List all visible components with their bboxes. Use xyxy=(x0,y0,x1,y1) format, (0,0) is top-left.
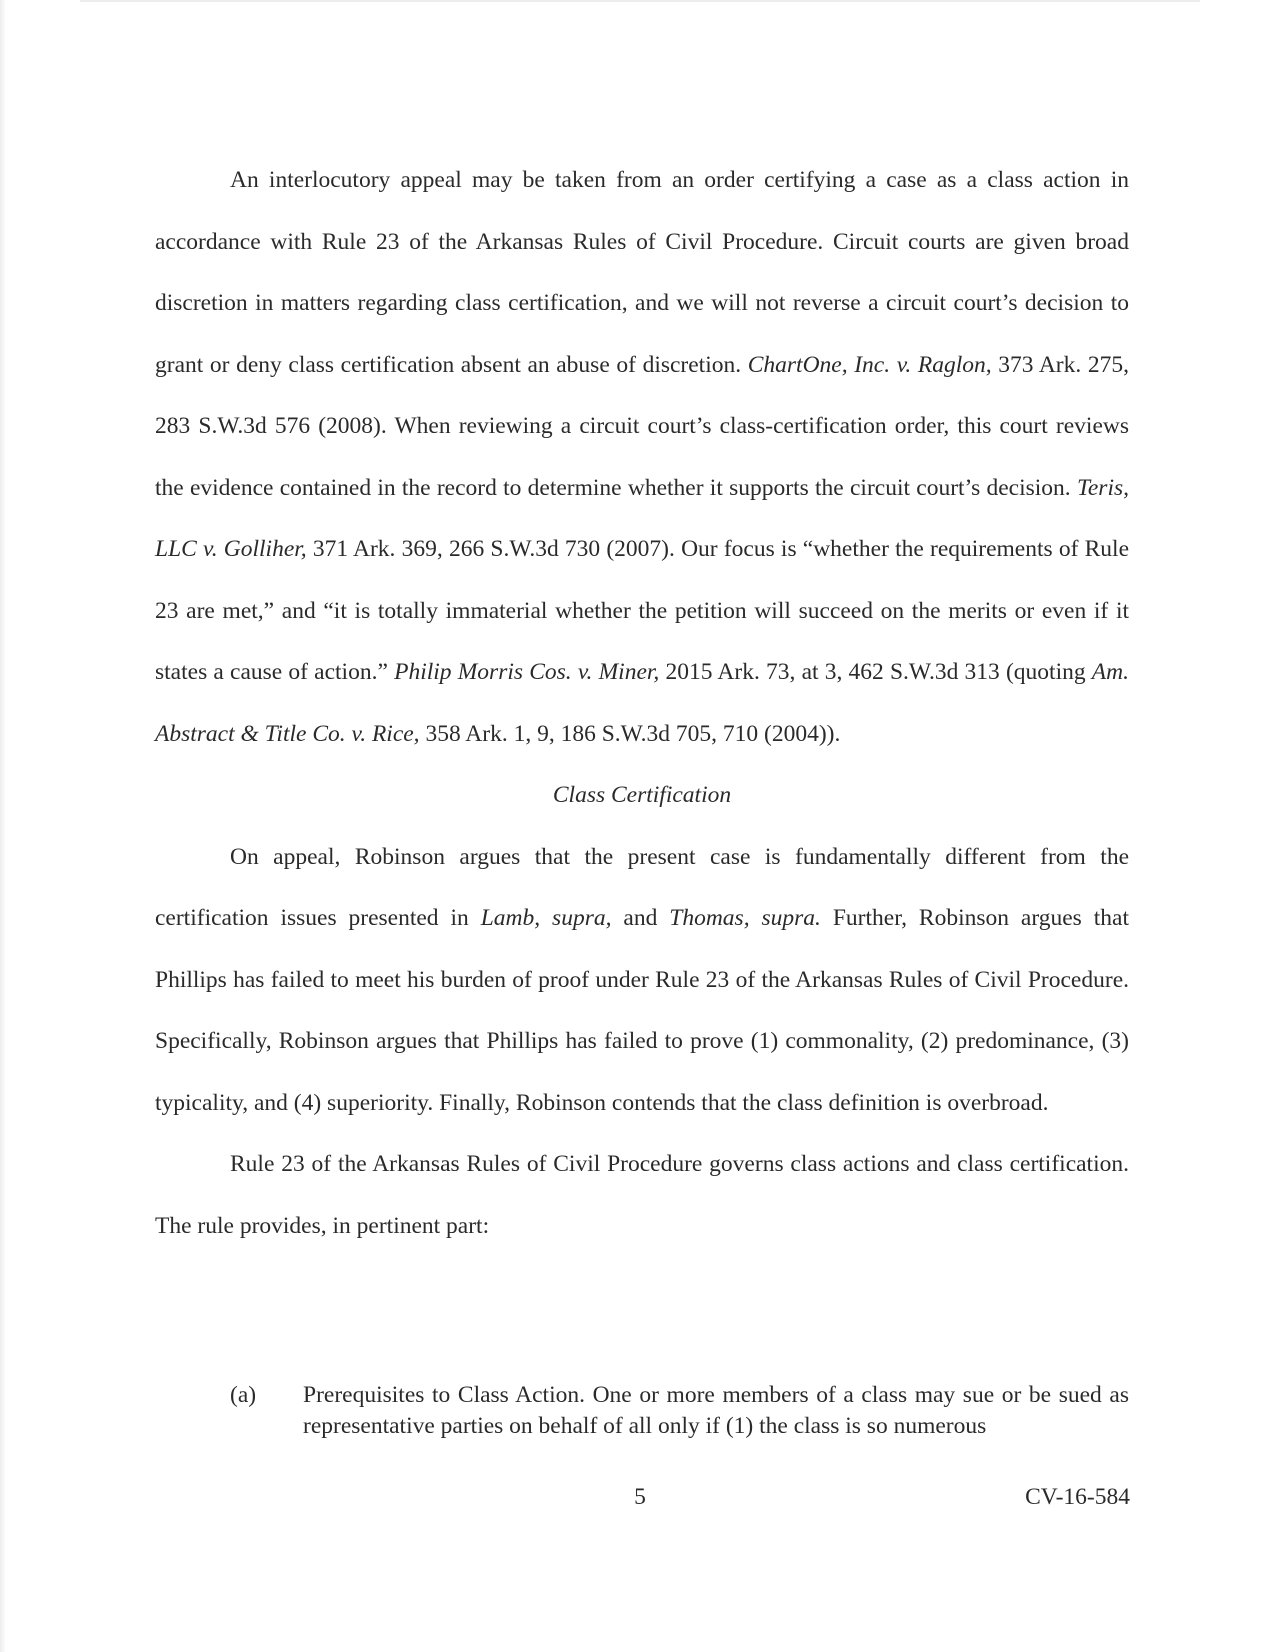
body-text xyxy=(155,150,1129,1257)
case-citation: Thomas, supra. xyxy=(669,905,821,931)
block-quote xyxy=(155,1380,1129,1442)
text: On appeal, Robinson argues that the present case is fundamentally different from the certification issues presented in xyxy=(155,843,1129,931)
text: Further, Robinson argues that Phillips has failed to meet his burden of proof under Rule 23 of the Arkansas Rules of Civil Procedure. Specifically, Robinson argues that Phillips has failed to prove (1) commonality, (2) predominance, (3) typicality, and (4) superiority. Finally, Robinson contends that the class definition is overbroad. xyxy=(155,905,1129,1116)
case-citation: ChartOne, Inc. v. Raglon, xyxy=(747,351,992,378)
text: 373 Ark. 275, 283 S.W.3d 576 (2008). When reviewing a circuit court’s class-certification order, this court reviews the evidence contained in the record to determine whether it supports the circuit court’s decision. xyxy=(155,351,1129,501)
paragraph-arguments xyxy=(155,827,1129,1135)
section-heading: Class Certification xyxy=(552,782,732,808)
text: 371 Ark. 369, 266 S.W.3d 730 (2007). Our focus is “whether the requirements of Rule 23 are met,” and “it is totally immaterial whether the petition will succeed on the merits or even if it states a cause of action.” xyxy=(155,536,1130,685)
case-number: CV-16-584 xyxy=(1025,1484,1130,1510)
text: 2015 Ark. 73, at 3, 462 S.W.3d 313 (quoting xyxy=(659,659,1092,685)
paragraph-standard-of-review xyxy=(155,150,1129,765)
scan-edge xyxy=(0,0,6,1652)
quote-label: (a) xyxy=(230,1382,257,1408)
paragraph-rule-23: Rule 23 of the Arkansas Rules of Civil Procedure governs class actions and class certification. The rule provides, in pertinent part: xyxy=(155,1151,1129,1239)
case-citation: Philip Morris Cos. v. Miner, xyxy=(394,659,660,685)
page-number: 5 xyxy=(634,1484,646,1510)
text: 358 Ark. 1, 9, 186 S.W.3d 705, 710 (2004)). xyxy=(419,720,841,747)
scan-top-line xyxy=(80,0,1200,2)
quote-text: Prerequisites to Class Action. One or more members of a class may sue or be sued as representative parties on behalf of all only if (1) the class is so numerous xyxy=(303,1382,1129,1439)
text: An interlocutory appeal may be taken from an order certifying a case as a class action in accordance with Rule 23 of the Arkansas Rules of Civil Procedure. Circuit courts are given broad discretion in matters regarding class certification, and we will not reverse a circuit court’s decision to grant or deny class certification absent an abuse of discretion. xyxy=(155,167,1129,378)
text: and xyxy=(611,905,670,931)
case-citation: Teris, LLC v. Golliher, xyxy=(155,474,1129,562)
case-citation: Am. Abstract & Title Co. v. Rice, xyxy=(155,659,1129,747)
case-citation: Lamb, supra, xyxy=(480,905,612,931)
